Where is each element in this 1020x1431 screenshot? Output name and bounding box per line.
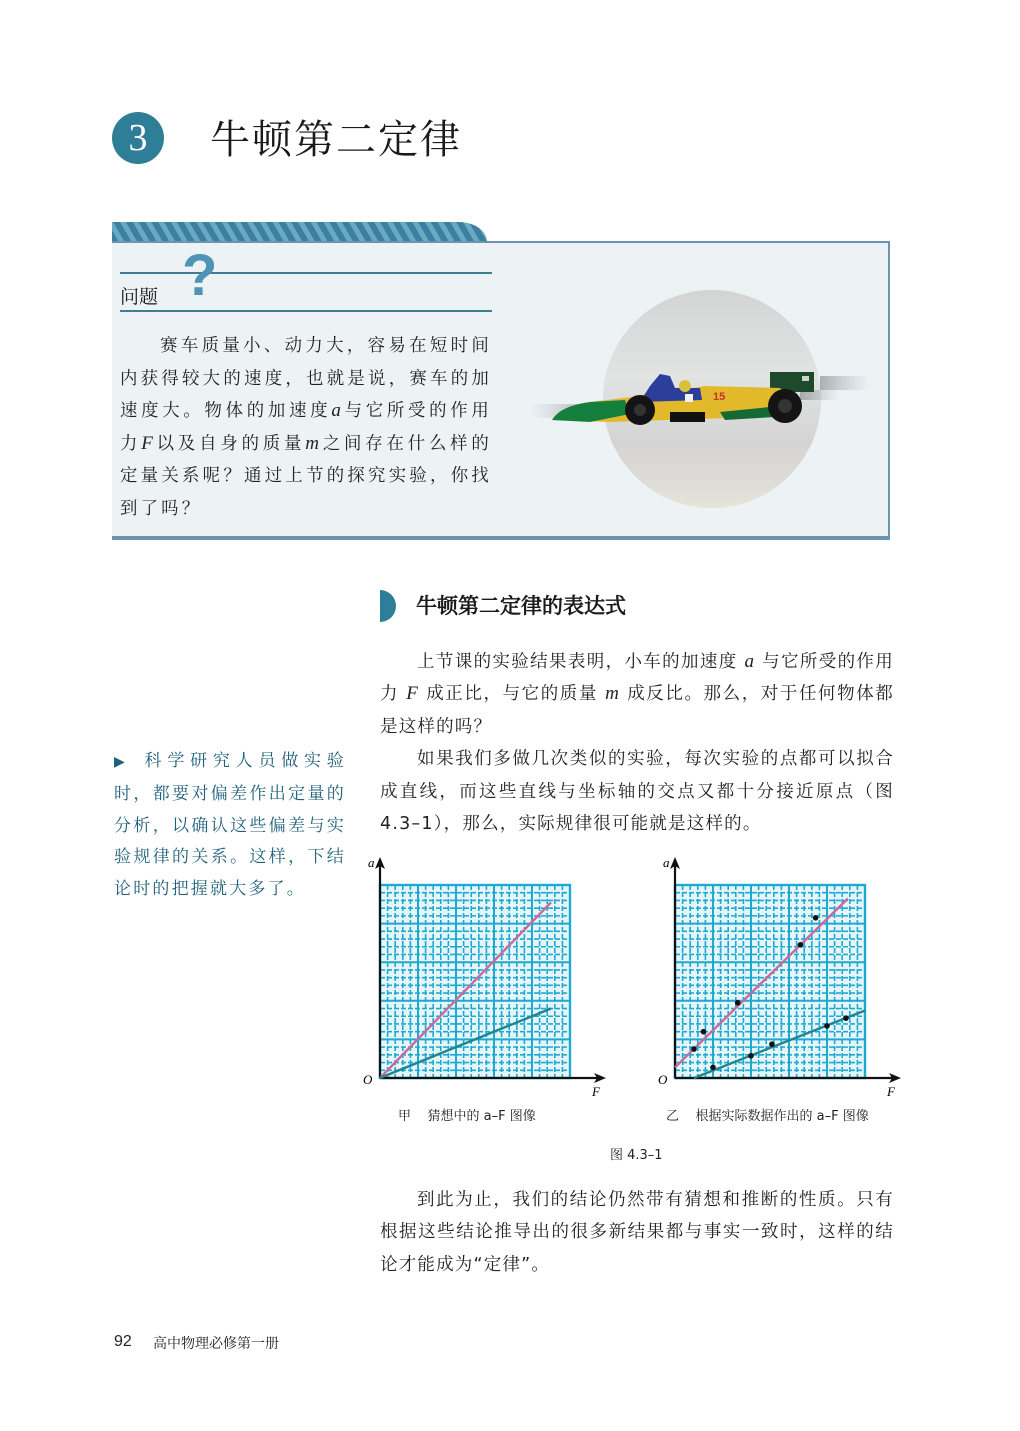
chapter-title: 牛顿第二定律	[210, 117, 462, 163]
closing-paragraph	[380, 1184, 894, 1281]
book-title: 高中物理必修第一册	[153, 1336, 279, 1352]
problem-box-bottom-border	[112, 536, 890, 538]
svg-text:F: F	[887, 1084, 895, 1099]
svg-text:O: O	[658, 1072, 668, 1087]
triangle-marker-icon: ▶	[114, 754, 131, 770]
svg-text:F: F	[592, 1084, 600, 1099]
question-mark-icon: ?	[182, 243, 218, 308]
problem-box-chevron-band	[112, 222, 487, 242]
paragraph-1: 上节课的实验结果表明，小车的加速度 a 与它所受的作用力 F 成正比，与它的质量 m 成反比。那么，对于任何物体都是这样的吗？	[380, 651, 895, 737]
problem-bottom-rule	[120, 310, 492, 312]
section-title: 牛顿第二定律的表达式	[416, 594, 626, 618]
side-note: ▶ 科学研究人员做实验时，都要对偏差作出定量的分析，以确认这些偏差与实验规律的关系。这样，下结论时的把握就大多了。	[114, 751, 346, 900]
svg-text:a: a	[663, 855, 670, 870]
chart-b-caption: 乙 根据实际数据作出的 a–F 图像	[666, 1109, 869, 1124]
figure-4-3-1	[355, 850, 915, 1130]
race-car-image	[530, 360, 870, 440]
paragraph-2: 如果我们多做几次类似的实验，每次实验的点都可以拟合成直线，而这些直线与坐标轴的交点又都十分接近原点（图 4.3–1），那么，实际规律很可能就是这样的。	[380, 749, 894, 835]
page-number: 92	[114, 1333, 132, 1350]
chart-a-caption: 甲 猜想中的 a–F 图像	[398, 1109, 536, 1124]
problem-top-rule	[120, 272, 492, 274]
svg-text:15: 15	[713, 391, 726, 403]
chart-a-guess	[363, 855, 606, 1099]
body-paragraphs	[380, 646, 894, 840]
chapter-number-badge: 3	[112, 112, 164, 164]
problem-label: 问题	[120, 286, 159, 308]
paragraph-3: 到此为止，我们的结论仍然带有猜想和推断的性质。只有根据这些结论推导出的很多新结果都与事实一致时，这样的结论才能成为“定律”。	[380, 1190, 894, 1275]
figure-label: 图 4.3–1	[610, 1148, 663, 1163]
svg-text:a: a	[368, 855, 375, 870]
chart-b-actual	[658, 855, 901, 1099]
problem-text: 赛车质量小、动力大，容易在短时间内获得较大的速度，也就是说，赛车的加速度大。物体的加速度a与它所受的作用力F以及自身的质量m之间存在什么样的定量关系呢？通过上节的探究实验，你找到了吗？	[120, 336, 492, 519]
svg-text:O: O	[363, 1072, 373, 1087]
section-marker-icon	[380, 590, 396, 622]
